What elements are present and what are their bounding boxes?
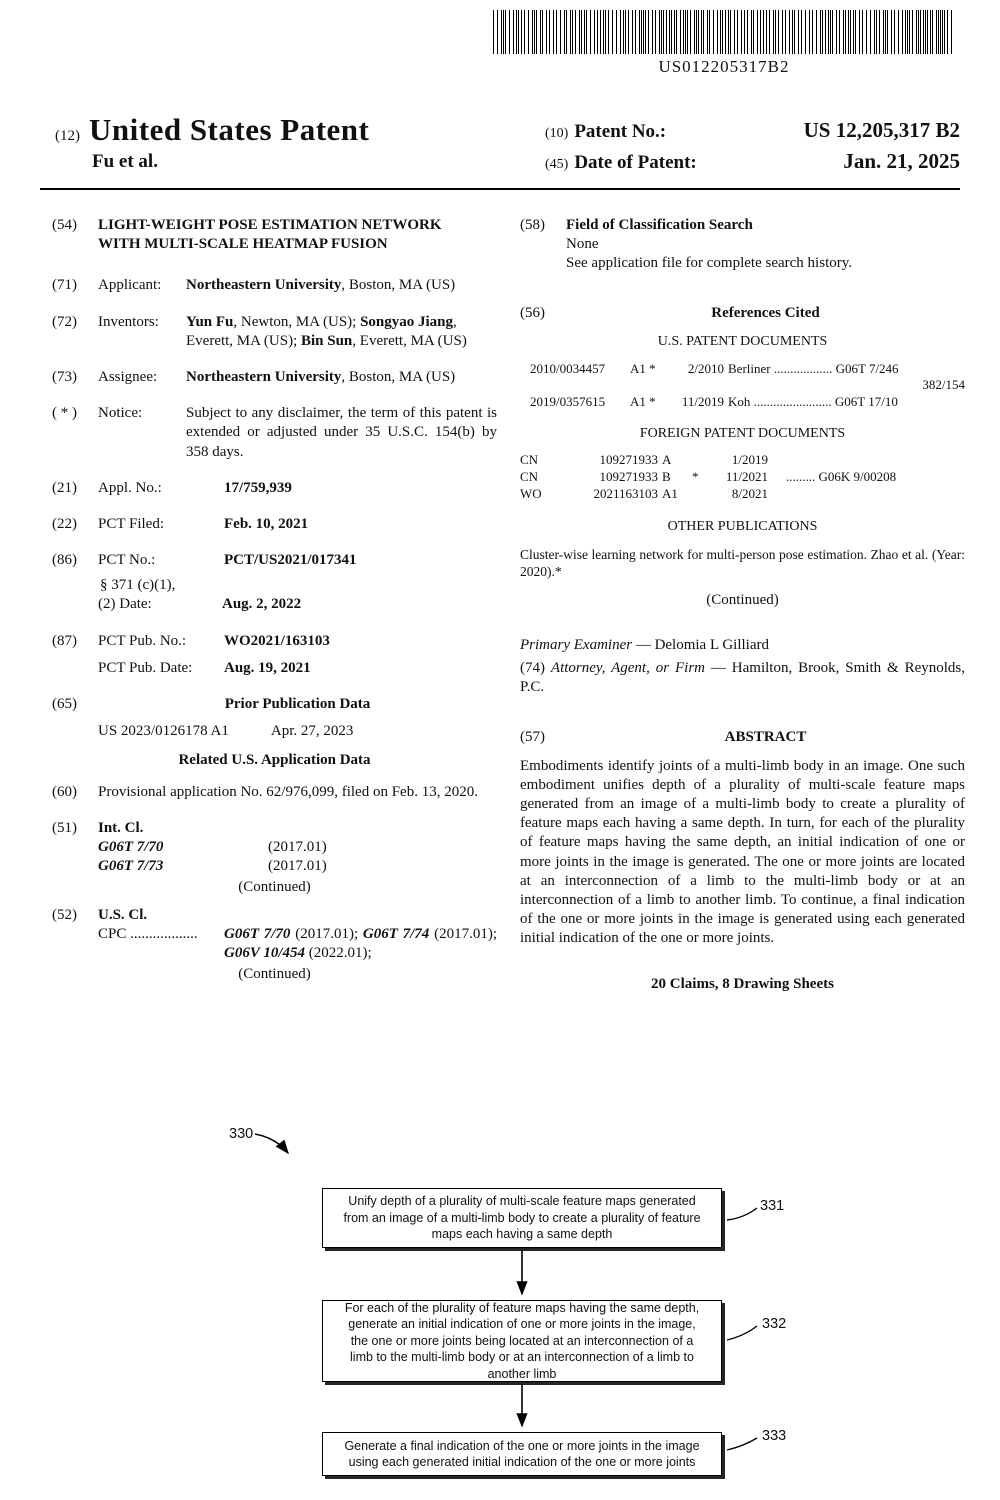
field-56-references: (56) References Cited — [520, 304, 965, 323]
table-row: 2010/0034457 A1 * 2/2010 Berliner .................. G06T 7/246 — [530, 360, 899, 376]
field-71-applicant: (71) Applicant: Northeastern University, Boston, MA (US) — [52, 276, 497, 295]
header-divider — [40, 188, 960, 190]
table-row: CN 109271933 A 1/2019 — [520, 452, 768, 468]
prior-pub-no: US 2023/0126178 A1 — [98, 723, 229, 740]
field-86-pct-no: (86) PCT No.: PCT/US2021/017341 — [52, 551, 497, 570]
pct-filed-value: Feb. 10, 2021 — [224, 515, 309, 532]
flowchart-step-1: Unify depth of a plurality of multi-scale feature maps generated from an image of a multi-limb body to create a plurality of feature maps each having a same depth — [322, 1188, 722, 1248]
patent-date: Jan. 21, 2025 — [843, 149, 960, 173]
field-51-int-cl: (51) Int. Cl. G06T 7/70 (2017.01) G06T 7/73 (2017.01) — [52, 819, 497, 877]
patent-no-label: (10) Patent No.: — [545, 121, 667, 142]
invention-title: LIGHT-WEIGHT POSE ESTIMATION NETWORK WITH MULTI-SCALE HEATMAP FUSION — [98, 217, 442, 253]
int-cl-entry: G06T 7/70 (2017.01) — [98, 838, 327, 855]
int-cl-entry: G06T 7/73 (2017.01) — [98, 858, 327, 875]
field-search-heading: Field of Classification Search — [566, 217, 753, 233]
table-row-continuation: 382/154 — [922, 377, 965, 393]
cpc-line: CPC .................. G06T 7/70 (2017.01); G06T 7/74 (2017.01); G06V 10/454 (2022.01); — [98, 925, 497, 963]
us-patent-docs-table — [520, 361, 965, 411]
us-cl-heading: U.S. Cl. — [98, 906, 148, 923]
left-column — [52, 216, 497, 984]
references-heading: References Cited — [711, 304, 820, 321]
pct-no-value: PCT/US2021/017341 — [224, 552, 357, 569]
field-58-classification-search: (58) Field of Classification Search None See application file for complete search history. — [520, 216, 965, 274]
pct-pub-no: WO2021/163103 — [224, 632, 330, 649]
barcode-image — [488, 10, 960, 54]
leader-332 — [727, 1326, 757, 1340]
field-86-371-date: § 371 (c)(1), (2) Date: Aug. 2, 2022 — [52, 576, 497, 614]
provisional-text: Provisional application No. 62/976,099, filed on Feb. 13, 2020. — [98, 783, 478, 800]
field-search-note: See application file for complete search history. — [566, 255, 853, 272]
field-87-pct-pub: (87) PCT Pub. No.: WO2021/163103 — [52, 632, 497, 651]
pct-pub-date: Aug. 19, 2021 — [224, 659, 311, 676]
leader-331 — [727, 1208, 757, 1220]
us-cl-continued: (Continued) — [238, 966, 311, 983]
right-column — [520, 216, 965, 994]
document-title: United States Patent — [89, 112, 370, 147]
flowchart-step-2: For each of the plurality of feature maps having the same depth, generate an initial indication of one or more joints in the image, the one or more joints being located at an interconnection of a limb to the multi-limb body or at an interconnection of a limb to another limb — [322, 1300, 722, 1382]
field-65-prior-pub: (65) Prior Publication Data — [52, 695, 497, 714]
abstract-heading: ABSTRACT — [724, 728, 807, 745]
attorney-line: (74) Attorney, Agent, or Firm — Hamilton, Brook, Smith & Reynolds, P.C. — [520, 660, 965, 696]
table-row: WO 2021163103 A1 8/2021 — [520, 485, 768, 501]
figure-ref-331: 331 — [760, 1198, 785, 1214]
field-54-title: (54) LIGHT-WEIGHT POSE ESTIMATION NETWORK WITH MULTI-SCALE HEATMAP FUSION — [52, 216, 497, 254]
field-notice: ( * ) Notice: Subject to any disclaimer, the term of this patent is extended or adjusted under 35 U.S.C. 154(b) by 358 days. — [52, 404, 497, 462]
prior-pub-date: Apr. 27, 2023 — [270, 723, 354, 740]
inventor-short-name: Fu et al. — [92, 151, 158, 172]
field-72-inventors: (72) Inventors: Yun Fu, Newton, MA (US); Songyao Jiang, Everett, MA (US); Bin Sun, Everett, MA (US) — [52, 313, 497, 351]
field-search-none: None — [566, 236, 599, 253]
field-73-assignee: (73) Assignee: Northeastern University, Boston, MA (US) — [52, 368, 497, 387]
field-57-abstract: (57) ABSTRACT — [520, 728, 965, 747]
field-21-appl-no: (21) Appl. No.: 17/759,939 — [52, 479, 497, 498]
barcode-block — [488, 10, 960, 77]
other-publications-text: Cluster-wise learning network for multi-person pose estimation. Zhao et al. (Year: 2020).* — [520, 547, 965, 580]
header-right — [545, 118, 960, 180]
int-cl-heading: Int. Cl. — [98, 819, 144, 836]
foreign-patent-docs-heading: FOREIGN PATENT DOCUMENTS — [639, 425, 846, 441]
table-row: CN 109271933 B * 11/2021 ......... G06K 9/00208 — [520, 469, 897, 485]
barcode-text: US012205317B2 — [658, 57, 790, 76]
field-22-pct-filed: (22) PCT Filed: Feb. 10, 2021 — [52, 515, 497, 534]
related-app-heading: Related U.S. Application Data — [178, 752, 371, 769]
claims-line: 20 Claims, 8 Drawing Sheets — [651, 975, 834, 992]
patent-date-label: (45) Date of Patent: — [545, 152, 697, 173]
applicant-value: Northeastern University, Boston, MA (US) — [186, 277, 456, 294]
primary-examiner-line: Primary Examiner — Delomia L Gilliard — [520, 636, 769, 653]
notice-text: Subject to any disclaimer, the term of this patent is extended or adjusted under 35 U.S.C. 154(b) by 358 days. — [186, 405, 497, 460]
prior-pub-row — [52, 722, 497, 741]
us-patent-docs-heading: U.S. PATENT DOCUMENTS — [657, 333, 828, 349]
inventors-value: Yun Fu, Newton, MA (US); Songyao Jiang, Everett, MA (US); Bin Sun, Everett, MA (US) — [186, 313, 467, 349]
leader-333 — [727, 1438, 757, 1450]
foreign-patent-docs-table — [520, 452, 965, 502]
other-publications-heading: OTHER PUBLICATIONS — [667, 519, 818, 535]
appl-no-value: 17/759,939 — [224, 479, 292, 496]
table-row: 2019/0357615 A1 * 11/2019 Koh ........................ G06T 17/10 — [530, 393, 898, 409]
field-60-provisional: (60) Provisional application No. 62/976,099, filed on Feb. 13, 2020. — [52, 783, 497, 802]
sect-371: § 371 (c)(1), — [100, 577, 176, 594]
assignee-value: Northeastern University, Boston, MA (US) — [186, 368, 456, 385]
field-87-pct-pub-date: PCT Pub. Date: Aug. 19, 2021 — [52, 659, 497, 678]
patent-number: US 12,205,317 B2 — [803, 118, 960, 142]
ipc-code-12: (12) — [55, 128, 80, 144]
flowchart-step-3: Generate a final indication of the one or more joints in the image using each generated initial indication of the one or more joints — [322, 1432, 722, 1476]
prior-pub-heading: Prior Publication Data — [224, 696, 371, 712]
figure-ref-332: 332 — [762, 1316, 787, 1332]
abstract-text: Embodiments identify joints of a multi-limb body in an image. One such embodiment unifies depth of a plurality of multi-scale feature maps generated from an image of a multi-limb body to create a plurality of feature maps each having a same depth. In turn, for each of the plurality of feature maps having the same depth, an initial indication of one or more joints in the image is generated. The one or more joints are located at an interconnection of a limb to the multi-limb body or at an interconnection of a limb to another limb. To continue, a final indication of the one or more joints in the image is generated using each generated initial indication of the one or more joints. — [520, 757, 965, 947]
other-publications-continued: (Continued) — [706, 591, 779, 608]
ref-330-arrow — [255, 1134, 288, 1153]
figure-ref-333: 333 — [762, 1428, 787, 1444]
int-cl-continued: (Continued) — [238, 879, 311, 896]
field-52-us-cl: (52) U.S. Cl. CPC .................. G06T 7/70 (2017.01); G06T 7/74 (2017.01); G06V 10/454 (2022.01); — [52, 906, 497, 964]
pct-371-date: Aug. 2, 2022 — [222, 596, 302, 613]
cpc-codes: G06T 7/70 (2017.01); G06T 7/74 (2017.01); G06V 10/454 (2022.01); — [224, 925, 497, 961]
figure-ref-330: 330 — [229, 1126, 254, 1142]
header-left — [55, 112, 369, 173]
